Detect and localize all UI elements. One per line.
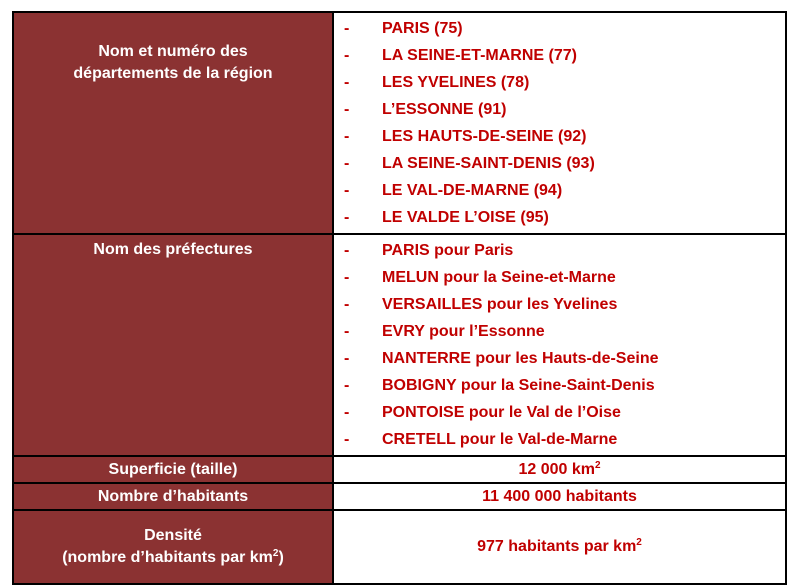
label-prefectures bbox=[13, 234, 333, 456]
densite-value: 977 habitants par km bbox=[477, 538, 637, 555]
label-habitants-text: Nombre d’habitants bbox=[97, 487, 249, 505]
label-densite bbox=[13, 510, 333, 584]
superficie-sup: 2 bbox=[594, 459, 601, 471]
row-habitants bbox=[13, 483, 786, 510]
prefecture-item-text: EVRY pour l’Essonne bbox=[382, 323, 545, 340]
densite-sup: 2 bbox=[636, 537, 642, 548]
departement-item-text: LES YVELINES (78) bbox=[382, 74, 530, 91]
dash-bullet: - bbox=[344, 74, 350, 91]
value-prefectures bbox=[333, 234, 786, 456]
departement-item-text: PARIS (75) bbox=[382, 20, 463, 37]
departement-item bbox=[334, 177, 785, 204]
row-departements bbox=[13, 12, 786, 234]
label-superficie bbox=[13, 456, 333, 483]
label-densite-line1: Densité bbox=[144, 527, 202, 544]
dash-bullet: - bbox=[344, 296, 350, 313]
region-info-table bbox=[12, 11, 787, 585]
dash-bullet: - bbox=[344, 155, 350, 172]
label-departements bbox=[13, 12, 333, 234]
dash-bullet: - bbox=[344, 350, 350, 367]
dash-bullet: - bbox=[344, 269, 350, 286]
row-prefectures bbox=[13, 234, 786, 456]
prefecture-item bbox=[334, 426, 785, 453]
label-densite-close: ) bbox=[278, 549, 284, 566]
prefecture-item-text: PARIS pour Paris bbox=[382, 242, 514, 259]
dash-bullet: - bbox=[344, 377, 350, 394]
prefectures-list bbox=[334, 235, 785, 455]
value-departements bbox=[333, 12, 786, 234]
prefecture-item-text: NANTERRE pour les Hauts-de-Seine bbox=[382, 350, 659, 367]
row-densite bbox=[13, 510, 786, 584]
label-densite-sup: 2 bbox=[272, 548, 279, 559]
departement-item bbox=[334, 150, 785, 177]
dash-bullet: - bbox=[344, 182, 350, 199]
dash-bullet: - bbox=[344, 20, 350, 37]
prefecture-item bbox=[334, 318, 785, 345]
prefecture-item bbox=[334, 399, 785, 426]
prefecture-item-text: VERSAILLES pour les Yvelines bbox=[382, 296, 618, 313]
dash-bullet: - bbox=[344, 209, 350, 226]
dash-bullet: - bbox=[344, 47, 350, 64]
info-table-container bbox=[12, 11, 787, 577]
label-densite-line2: (nombre d’habitants par km bbox=[62, 549, 273, 566]
label-densite-line2-wrap bbox=[14, 547, 332, 569]
label-habitants bbox=[13, 483, 333, 510]
superficie-value: 12 000 km bbox=[518, 460, 595, 478]
value-superficie bbox=[333, 456, 786, 483]
departement-item bbox=[334, 123, 785, 150]
departement-item-text: LA SEINE-ET-MARNE (77) bbox=[382, 47, 577, 64]
label-departements-line1: Nom et numéro des bbox=[98, 43, 248, 60]
prefecture-item bbox=[334, 372, 785, 399]
row-superficie bbox=[13, 456, 786, 483]
departement-item-text: LE VALDE L’OISE (95) bbox=[382, 209, 549, 226]
label-prefectures-text: Nom des préfectures bbox=[93, 241, 253, 258]
departement-item bbox=[334, 15, 785, 42]
dash-bullet: - bbox=[344, 101, 350, 118]
departement-item-text: L’ESSONNE (91) bbox=[382, 101, 507, 118]
prefecture-item-text: PONTOISE pour le Val de l’Oise bbox=[382, 404, 621, 421]
departements-list bbox=[334, 13, 785, 233]
value-densite bbox=[333, 510, 786, 584]
departement-item bbox=[334, 69, 785, 96]
habitants-value: 11 400 000 habitants bbox=[482, 487, 637, 505]
departement-item-text: LES HAUTS-DE-SEINE (92) bbox=[382, 128, 587, 145]
value-habitants bbox=[333, 483, 786, 510]
prefecture-item bbox=[334, 237, 785, 264]
prefecture-item bbox=[334, 291, 785, 318]
departement-item bbox=[334, 96, 785, 123]
prefecture-item-text: BOBIGNY pour la Seine-Saint-Denis bbox=[382, 377, 655, 394]
dash-bullet: - bbox=[344, 404, 350, 421]
departement-item bbox=[334, 204, 785, 231]
label-departements-line2: départements de la région bbox=[73, 65, 273, 82]
prefecture-item-text: CRETELL pour le Val-de-Marne bbox=[382, 431, 618, 448]
label-superficie-text: Superficie (taille) bbox=[108, 460, 238, 478]
prefecture-item bbox=[334, 345, 785, 372]
dash-bullet: - bbox=[344, 242, 350, 259]
prefecture-item-text: MELUN pour la Seine-et-Marne bbox=[382, 269, 616, 286]
departement-item bbox=[334, 42, 785, 69]
dash-bullet: - bbox=[344, 323, 350, 340]
dash-bullet: - bbox=[344, 128, 350, 145]
departement-item-text: LA SEINE-SAINT-DENIS (93) bbox=[382, 155, 595, 172]
prefecture-item bbox=[334, 264, 785, 291]
departement-item-text: LE VAL-DE-MARNE (94) bbox=[382, 182, 563, 199]
dash-bullet: - bbox=[344, 431, 350, 448]
